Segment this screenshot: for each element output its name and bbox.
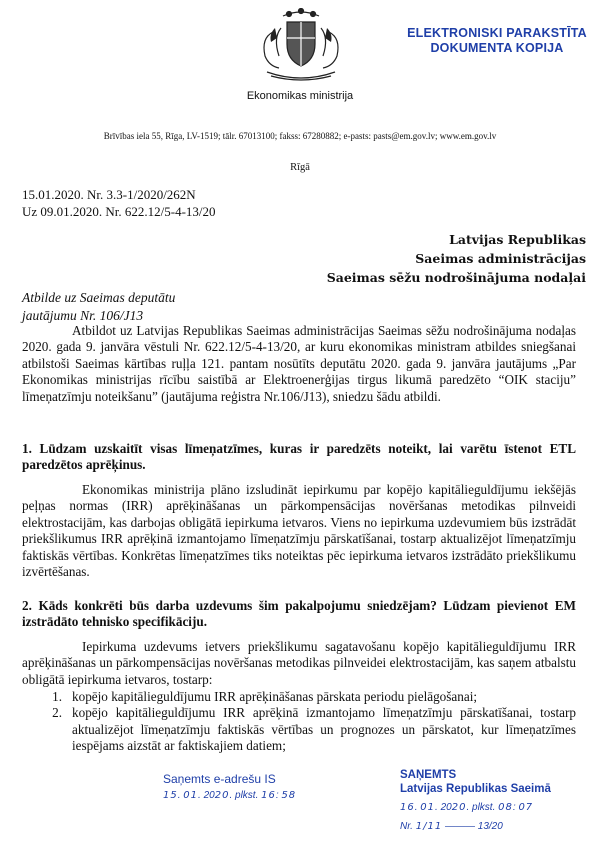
stamp-month: 01 <box>183 790 199 801</box>
answer-1: Ekonomikas ministrija plāno izsludināt iepirkumu par kopējo kapitālieguldījumu iekšējās peļņas normas (IRR) aprēķināšanas un pārkompensācijas novēršanas metodikas pilnveidi elektrostacijām, kas darbojas obligātā iepirkuma ietvaros. Viens no iepirkuma uzdevumiem būs izstrādāt priekšlikumus IRR aprēķinā izmantojamo līmeņatzīmju pārskatīšanai, tostarp aktualizējot līmeņatzīmju faktiskās vērtības. Konkrētas līmeņatzīmes tiks noteiktas pēc iepirkuma ietvaros izstrādāto priekšlikumu izvērtēšanas. <box>22 482 576 580</box>
received-e-address-stamp <box>163 772 363 801</box>
list-item-text: kopējo kapitālieguldījumu IRR aprēķinā izmantojamo līmeņatzīmju pārskatīšanai, tostarp aktualizējot līmeņatzīmju faktiskās vērtības un prognozes un pārskatot, kur līmeņatzīmes iespējams aizstāt ar faktiskajiem datiem; <box>72 705 576 754</box>
stamp-plkst-label: plkst. <box>235 790 259 801</box>
saeima-received-stamp <box>400 768 590 834</box>
question-1: 1. Lūdzam uzskaitīt visas līmeņatzīmes, kuras ir paredzēts noteikt, lai varētu īstenot ETL paredzētos aprēķinus. <box>22 441 576 473</box>
stamp-organization: Latvijas Republikas Saeimā <box>400 783 551 795</box>
stamp-nr-label: Nr. <box>400 821 413 832</box>
answer-2: Iepirkuma uzdevums ietvers priekšlikumu sagatavošanu kopējo kapitālieguldījumu IRR aprēķināšanas un pārkompensācijas novēršanas metodikas pilnveidei elektrostacijām, kas saņem atbalstu obligātā iepirkuma ietvaros, tostarp: <box>22 639 576 687</box>
stamp-plkst-label: plkst. <box>472 802 496 813</box>
stamp-line: DOKUMENTA KOPIJA <box>430 41 564 55</box>
stamp-month: 01 <box>420 802 436 813</box>
recipient-line: Latvijas Republikas <box>449 232 586 247</box>
stamp-year: 20 <box>451 802 467 813</box>
list-item-number: 2. <box>52 705 62 721</box>
recipient-block <box>327 230 586 287</box>
reference-numbers <box>22 186 216 220</box>
stamp-minute: 07 <box>518 802 534 813</box>
stamp-title: Saņemts e-adrešu IS <box>163 772 276 786</box>
ministry-name: Ekonomikas ministrija <box>246 90 354 102</box>
stamp-minute: 58 <box>281 790 297 801</box>
subject-line <box>22 289 175 325</box>
intro-paragraph: Atbildot uz Latvijas Republikas Saeimas administrācijas Saeimas sēžu nodrošinājuma nodaļas 2020. gada 9. janvāra vēstuli Nr. 622.12/5-4-13/20, ar kuru ekonomikas ministram atbildes sniegšanai atbilstoši Saeimas kārtības ruļļa 121. pantam nosūtīts deputātu 2020. gada 9. janvāra jautājums „Par Ekonomikas ministrijas rīcību saistībā ar Elektroenerģijas tirgus likumā paredzēto “OIK staciju” līmeņatzīmju noteikšanu” (jautājuma reģistra Nr.106/J13), sniedzu šādu atbildi. <box>22 323 576 404</box>
ministry-address: Brīvības iela 55, Rīga, LV-1519; tālr. 67013100; fakss: 67280882; e-pasts: pasts@em.gov.lv; www.em.gov.lv <box>103 131 497 141</box>
stamp-nr-suffix: 13/20 <box>477 821 503 832</box>
incoming-reference: Uz 09.01.2020. Nr. 622.12/5-4-13/20 <box>22 204 216 219</box>
outgoing-reference: 15.01.2020. Nr. 3.3-1/2020/262N <box>22 187 196 202</box>
stamp-year-prefix: 20 <box>203 790 215 801</box>
list-item <box>22 705 576 754</box>
list-item-text: kopējo kapitālieguldījumu IRR aprēķināšanas pārskata periodu pielāgošanai; <box>72 689 478 704</box>
stamp-number-line: Nr. 1/11 ——— 13/20 <box>400 821 503 832</box>
stamp-year: 20 <box>214 790 230 801</box>
list-item <box>22 689 576 705</box>
recipient-line: Saeimas administrācijas <box>415 251 586 266</box>
stamp-day: 15 <box>163 790 178 801</box>
subject-text: jautājumu Nr. 106/J13 <box>22 308 144 323</box>
coat-of-arms-icon <box>253 8 349 84</box>
question-2: 2. Kāds konkrēti būs darba uzdevums šim pakalpojumu sniedzējam? Lūdzam pievienot EM izstrādāto tehnisko specifikāciju. <box>22 598 576 630</box>
stamp-nr-value: 1/11 <box>415 821 443 832</box>
stamp-hour: 16 <box>261 790 276 801</box>
electronic-copy-stamp <box>402 26 592 56</box>
stamp-hour: 08 <box>498 802 513 813</box>
city: Rīgā <box>290 162 310 173</box>
stamp-date-line: 15. 01. 2020. plkst. 16: 58 <box>163 790 297 801</box>
stamp-date-line: 16. 01. 2020. plkst. 08: 07 <box>400 802 534 813</box>
stamp-title: SAŅEMTS <box>400 769 457 781</box>
stamp-day: 16 <box>400 802 415 813</box>
stamp-line: ELEKTRONISKI PARAKSTĪTA <box>407 26 587 40</box>
stamp-year-prefix: 20 <box>440 802 452 813</box>
list-item-number: 1. <box>52 689 62 704</box>
answer-2-list <box>22 689 576 755</box>
subject-text: Atbilde uz Saeimas deputātu <box>22 290 176 305</box>
recipient-line: Saeimas sēžu nodrošinājuma nodaļai <box>326 270 586 285</box>
